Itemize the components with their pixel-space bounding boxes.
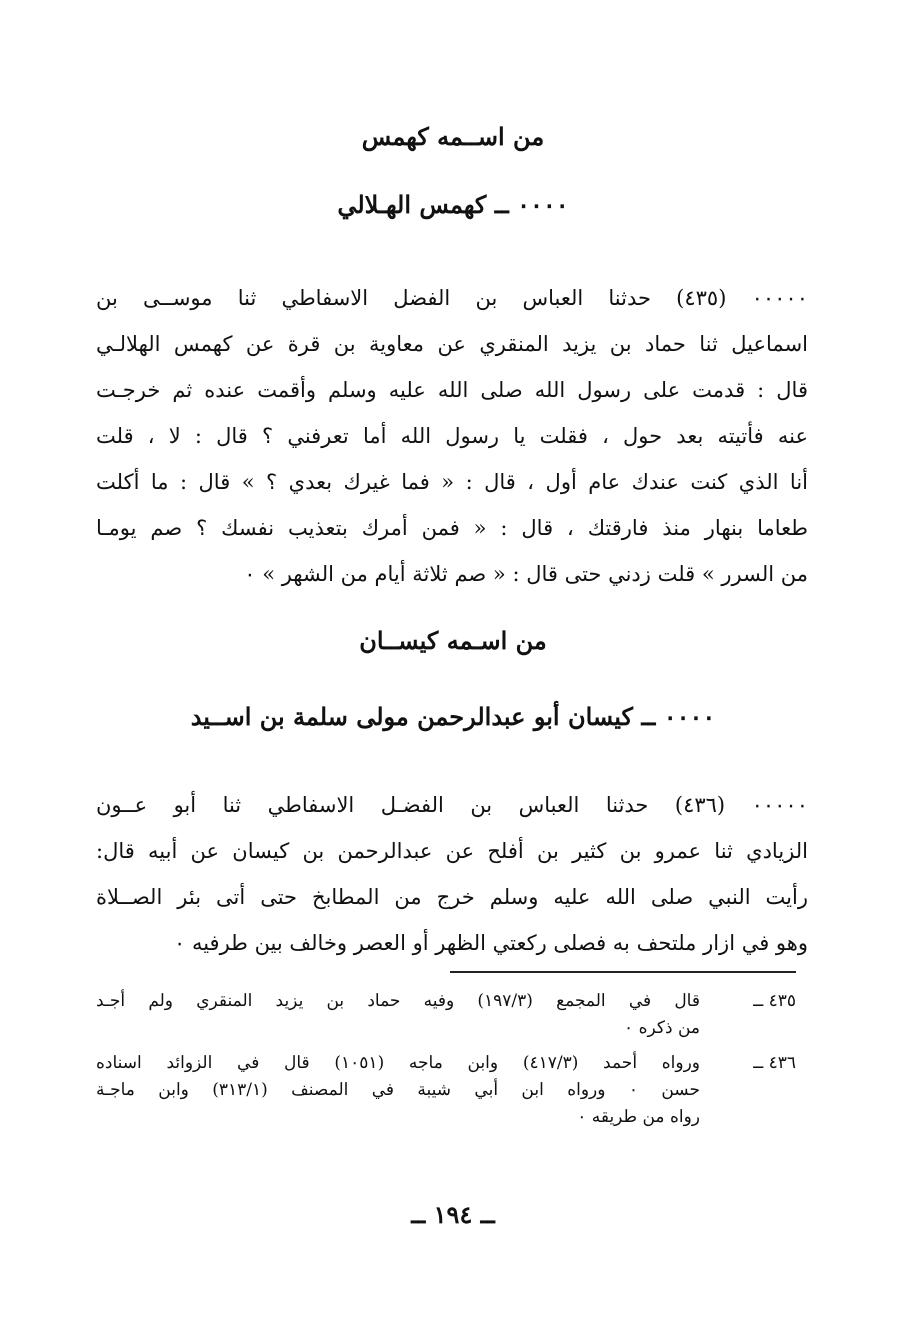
paragraph-line: ٠٠٠٠٠ (٤٣٦) حدثنا العباس بن الفضـل الاسفاطي ثنا أبو عــون — [96, 793, 808, 817]
paragraph-line: الزيادي ثنا عمرو بن كثير بن أفلح عن عبدالرحمن بن كيسان عن أبيه قال: — [96, 839, 808, 863]
paragraph-line: أنا الذي كنت عندك عام أول ، قال : « فما غيرك بعدي ؟ » قال : ما أكلت — [96, 470, 808, 494]
paragraph-line: ٠٠٠٠٠ (٤٣٥) حدثنا العباس بن الفضل الاسفاطي ثنا موســى بن — [96, 286, 808, 310]
entry-title: ٠٠٠٠ ــ كهمس الهـلالي — [337, 190, 569, 219]
footnote-number: ٤٣٦ ــ — [753, 1053, 796, 1073]
paragraph-line: من السرر » قلت زدني حتى قال : « صم ثلاثة أيام من الشهر » ٠ — [244, 562, 808, 586]
footnote-number: ٤٣٥ ــ — [753, 991, 796, 1011]
paragraph-line: وهو في ازار ملتحف به فصلى ركعتي الظهر أو العصر وخالف بين طرفيه ٠ — [174, 931, 808, 955]
paragraph-line: اسماعيل ثنا حماد بن يزيد المنقري عن معاوية بن قرة عن كهمس الهلالـي — [96, 332, 808, 356]
page-number: ــ ١٩٤ ــ — [411, 1200, 495, 1229]
entry-title: ٠٠٠٠ ــ كيسان أبو عبدالرحمن مولى سلمة بن اســيد — [190, 702, 716, 731]
paragraph-line: رأيت النبي صلى الله عليه وسلم خرج من المطابخ حتى أتى بئر الصــلاة — [96, 885, 808, 909]
footnote-line: رواه من طريقه ٠ — [577, 1107, 700, 1127]
paragraph-line: عنه فأتيته بعد حول ، فقلت يا رسول الله أما تعرفني ؟ قال : لا ، قلت — [96, 424, 808, 448]
hadith-paragraph — [96, 275, 808, 597]
hadith-paragraph — [96, 782, 808, 966]
section-heading: من اسـمه كيســان — [359, 626, 547, 655]
section-heading: من اســمه كهمس — [361, 122, 545, 151]
footnote-text — [96, 1050, 700, 1131]
footnote-line: ورواه أحمد (٤١٧/٣) وابن ماجه (١٠٥١) قال في الزوائد اسناده — [96, 1053, 700, 1073]
footnote-line: من ذكره ٠ — [624, 1018, 700, 1038]
footnote-line: قال في المجمع (١٩٧/٣) وفيه حماد بن يزيد المنقري ولم أجـد — [96, 991, 700, 1011]
footnote-text — [96, 988, 700, 1042]
footnote-line: حسن ٠ ورواه ابن أبي شيبة في المصنف (٣١٣/١) وابن ماجـة — [96, 1080, 700, 1100]
paragraph-line: طعاما بنهار منذ فارقتك ، قال : « فمن أمرك بتعذيب نفسك ؟ صم يومـا — [96, 516, 808, 540]
paragraph-line: قال : قدمت على رسول الله صلى الله عليه وسلم وأقمت عنده ثم خرجـت — [96, 378, 808, 402]
footnote-divider — [450, 971, 796, 973]
